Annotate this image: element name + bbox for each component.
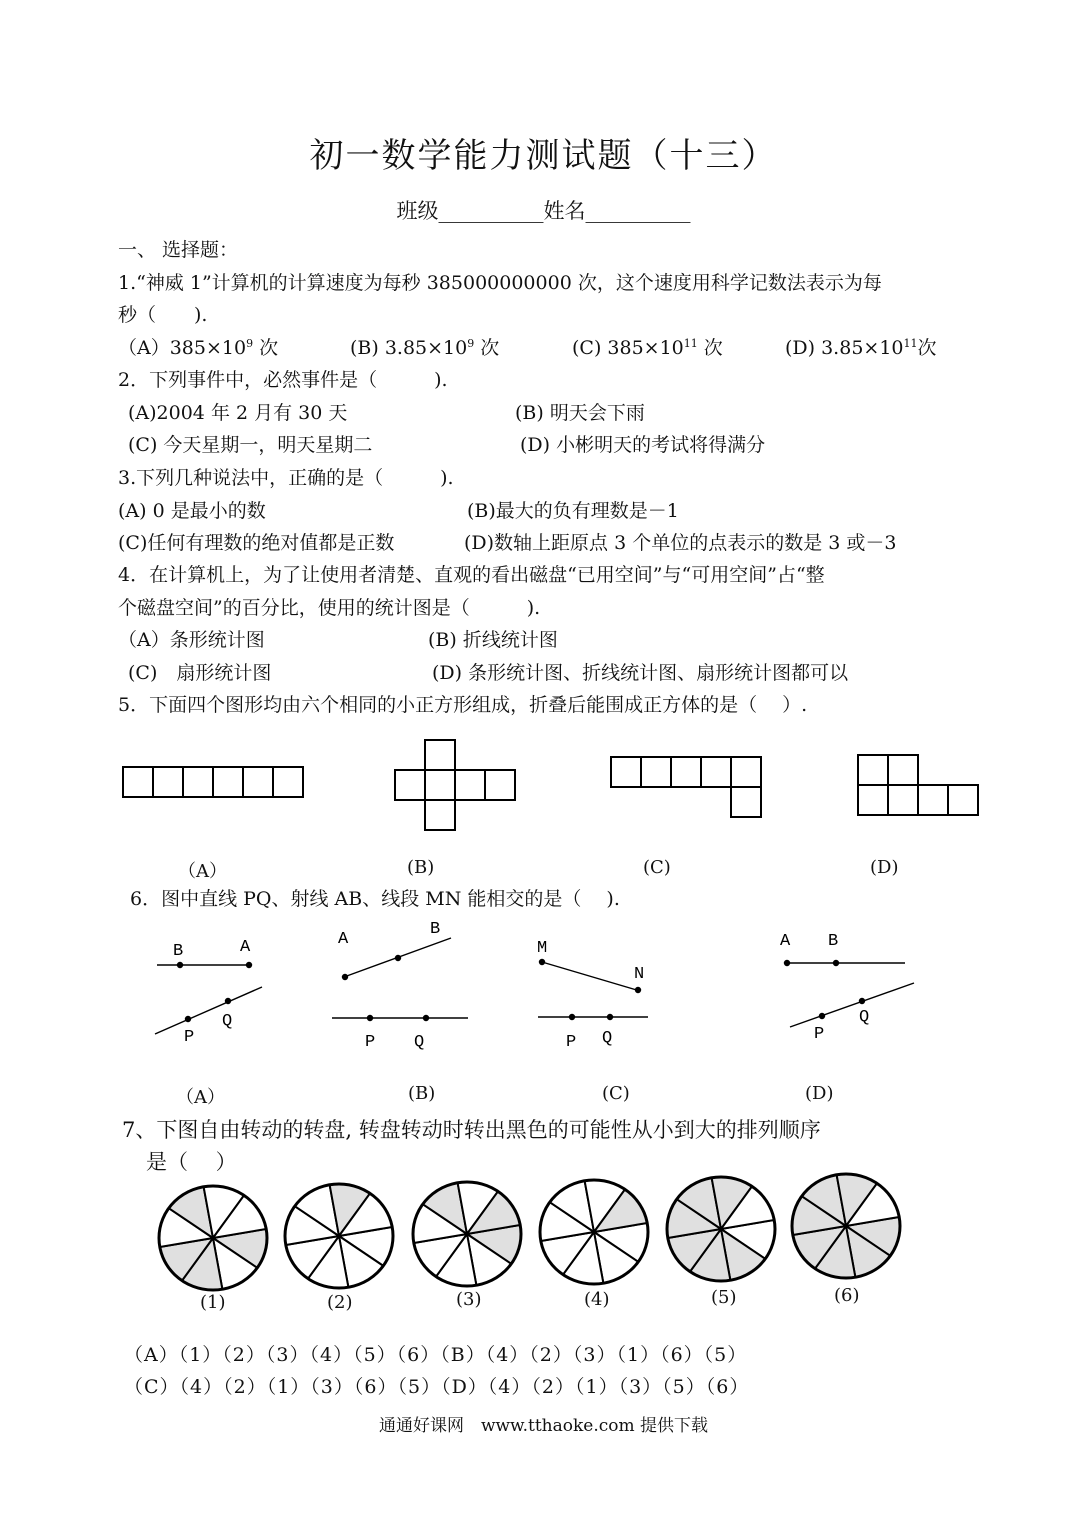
q7-stem-line2: 是（ ） xyxy=(146,1150,237,1174)
q6b-label-b: B xyxy=(430,920,441,939)
q3-option-a: (A) 0 是最小的数 xyxy=(118,500,266,522)
q3-option-c: (C)任何有理数的绝对值都是正数 xyxy=(118,532,395,554)
q7-wheel-3 xyxy=(413,1182,521,1286)
q5-label-c: (C) xyxy=(643,857,671,878)
q6-figure-d xyxy=(785,961,915,1028)
q1-option-d: (D) $3.85\times 10^{11}$次 xyxy=(785,337,937,359)
q6d-label-b: B xyxy=(828,932,839,951)
q7-wheel-label-5: (5) xyxy=(711,1287,737,1308)
footer-credit: 通通好课网 www.tthaoke.com 提供下载 xyxy=(378,1416,709,1436)
q5-label-a: （A） xyxy=(178,861,227,882)
q3-option-d: (D)数轴上距原点 3 个单位的点表示的数是 3 或－3 xyxy=(464,532,897,554)
q7-wheel-label-3: (3) xyxy=(456,1289,482,1310)
q6-label-c: (C) xyxy=(602,1083,630,1104)
q6a-label-q: Q xyxy=(222,1012,233,1031)
q1-stem-line2: 秒（ ). xyxy=(118,304,208,326)
q2-option-a: (A)2004 年 2 月有 30 天 xyxy=(128,402,348,424)
q6-label-b: (B) xyxy=(408,1083,436,1104)
q6-figure-a xyxy=(155,963,262,1035)
q4-option-b: (B) 折线统计图 xyxy=(428,629,558,651)
q2-option-c: (C) 今天星期一，明天星期二 xyxy=(128,434,373,456)
q6a-label-a: A xyxy=(240,938,251,957)
q2-option-d: (D) 小彬明天的考试将得满分 xyxy=(520,434,766,456)
q3-option-b: (B)最大的负有理数是－1 xyxy=(467,500,679,522)
q5-net-b xyxy=(395,740,515,830)
q7-wheel-6 xyxy=(792,1174,900,1278)
q6-stem: 6．图中直线 PQ、射线 AB、线段 MN 能相交的是（ ). xyxy=(130,888,620,910)
q3-stem: 3.下列几种说法中，正确的是（ ). xyxy=(118,467,454,489)
q4-option-c: (C) 扇形统计图 xyxy=(128,662,272,684)
q6c-label-n: N xyxy=(634,965,645,984)
q6c-label-m: M xyxy=(537,939,548,958)
q6b-label-q: Q xyxy=(414,1033,425,1052)
q6-figure-c xyxy=(538,960,648,1020)
q4-stem-line2: 个磁盘空间”的百分比，使用的统计图是（ ). xyxy=(118,597,541,619)
class-name-line: 班级__________姓名__________ xyxy=(396,199,691,223)
q1-option-c: (C) $385\times 10^{11}$ 次 xyxy=(572,337,723,359)
q6b-label-p: P xyxy=(365,1033,376,1052)
q1-option-b: (B) $3.85\times 10^9$ 次 xyxy=(350,337,500,359)
q7-wheel-label-4: (4) xyxy=(584,1289,610,1310)
q4-option-d: (D) 条形统计图、折线统计图、扇形统计图都可以 xyxy=(432,662,849,684)
q6d-label-a: A xyxy=(780,932,791,951)
q7-wheel-label-1: (1) xyxy=(200,1292,226,1313)
q6a-label-p: P xyxy=(184,1028,195,1047)
q7-wheel-label-6: (6) xyxy=(834,1285,860,1306)
q6d-label-q: Q xyxy=(859,1008,870,1027)
q7-wheel-label-2: (2) xyxy=(327,1292,353,1313)
q7-wheels xyxy=(159,1174,900,1290)
q7-wheel-5 xyxy=(667,1177,775,1281)
q7-options-line2: （C）（4）（2）（1）（3）（6）（5）（D）（4）（2）（1）（3）（5）（6） xyxy=(124,1376,750,1398)
q7-wheel-1 xyxy=(159,1186,267,1290)
q6c-label-q: Q xyxy=(602,1029,613,1048)
q2-option-b: (B) 明天会下雨 xyxy=(515,402,645,424)
q6a-label-b: B xyxy=(173,942,184,961)
q4-stem-line1: 4．在计算机上，为了让使用者清楚、直观的看出磁盘“已用空间”与“可用空间”占“整 xyxy=(118,564,825,586)
q5-label-d: (D) xyxy=(870,857,899,878)
q7-stem-line1: 7、下图自由转动的转盘, 转盘转动时转出黑色的可能性从小到大的排列顺序 xyxy=(122,1118,821,1142)
q6-label-a: （A） xyxy=(176,1087,225,1108)
q2-stem: 2．下列事件中，必然事件是（ ). xyxy=(118,369,448,391)
q4-option-a: （A）条形统计图 xyxy=(118,629,265,651)
section-heading: 一、 选择题： xyxy=(118,239,239,261)
q7-options-line1: （A）（1）（2）（3）（4）（5）（6）（B）（4）（2）（3）（1）（6）（5） xyxy=(124,1344,748,1366)
q6b-label-a: A xyxy=(338,930,349,949)
q6-label-d: (D) xyxy=(805,1083,834,1104)
page-title: 初一数学能力测试题（十三） xyxy=(309,136,778,176)
q1-option-a: $(A)385\times 10^9$ 次 xyxy=(118,337,279,359)
q5-label-b: (B) xyxy=(407,857,435,878)
q5-net-a xyxy=(123,767,303,797)
q7-wheel-4 xyxy=(540,1180,648,1284)
q5-stem: 5．下面四个图形均由六个相同的小正方形组成，折叠后能围成正方体的是（ ）. xyxy=(118,694,808,716)
q6c-label-p: P xyxy=(566,1033,577,1052)
q7-wheel-2 xyxy=(285,1184,393,1288)
q6-figure-b xyxy=(332,938,468,1021)
q5-net-d xyxy=(858,755,978,815)
q1-stem-line1: 1.“神威 1”计算机的计算速度为每秒 385000000000 次，这个速度用科学记数法表示为每 xyxy=(118,272,882,294)
q5-net-c xyxy=(611,757,761,817)
q6d-label-p: P xyxy=(814,1025,825,1044)
